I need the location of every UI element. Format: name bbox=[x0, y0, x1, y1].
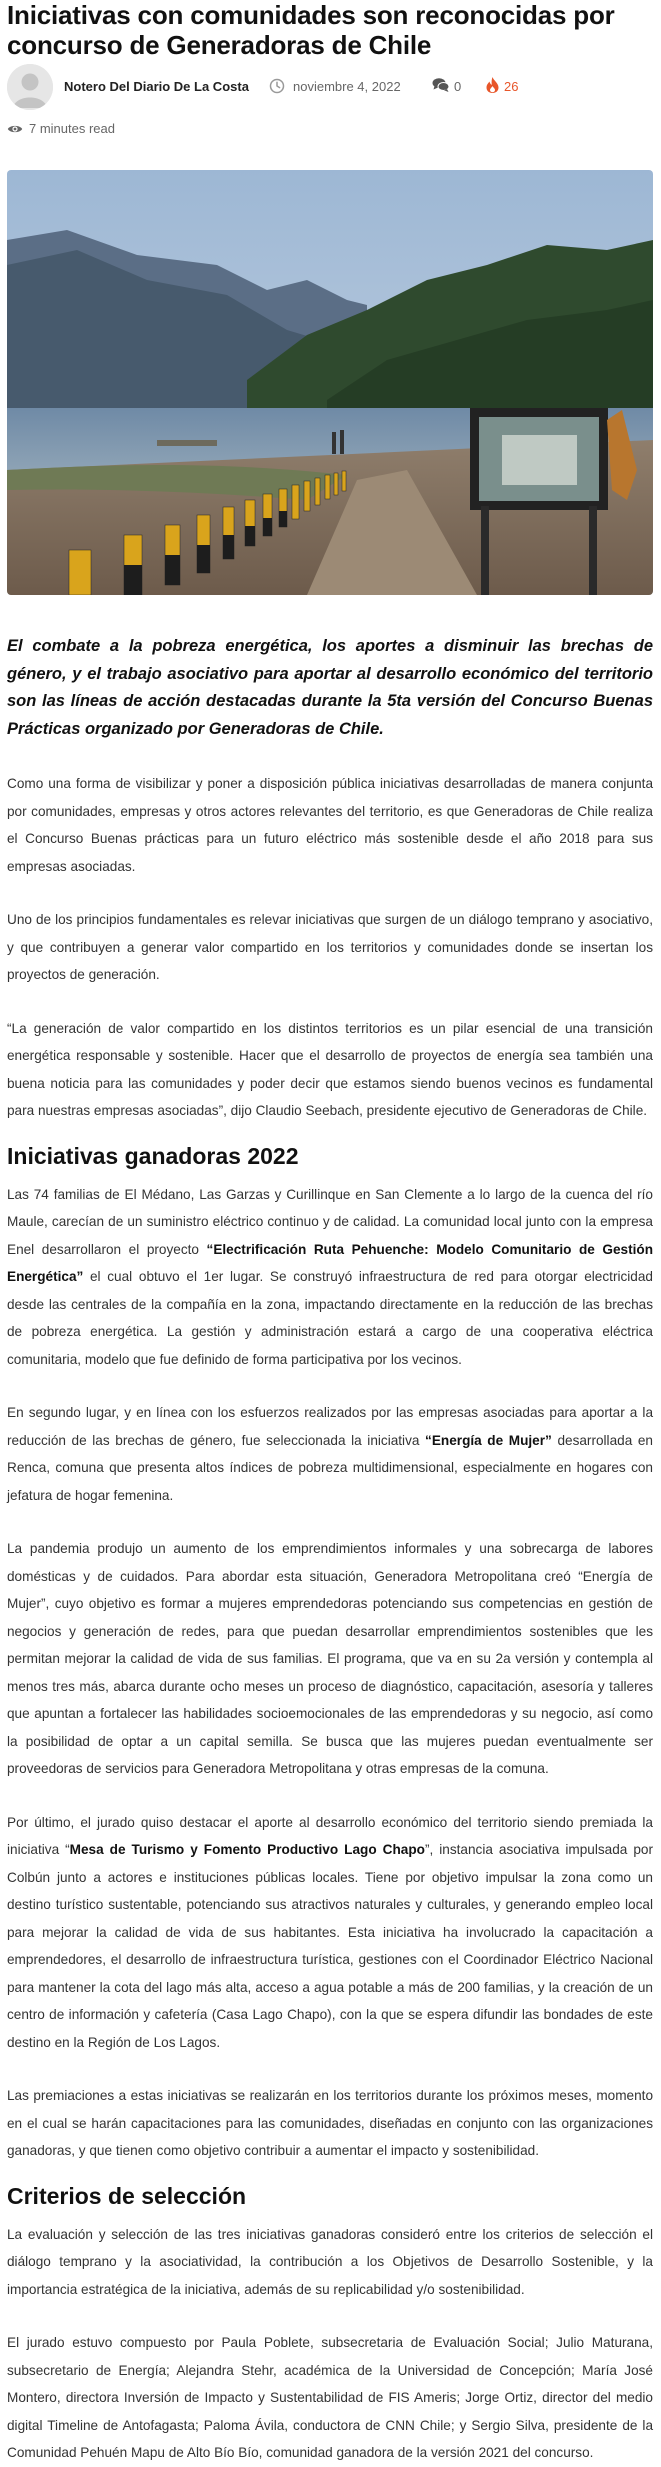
paragraph-9: La evaluación y selección de las tres iniciativas ganadoras consideró entre los criterios de selección el diálogo temprano y la asociatividad, la contribución a los Objetivos de Desarrollo Sostenible, y la importancia estratégica de la iniciativa, además de su replicabilidad y/o sostenibilidad. bbox=[7, 2226, 653, 2297]
article-title: Iniciativas con comunidades son reconocidas por concurso de Generadoras de Chile bbox=[7, 0, 615, 60]
paragraph-5-project-name: “Energía de Mujer” bbox=[425, 1432, 552, 1448]
article-meta bbox=[7, 64, 651, 110]
featured-image-lake-landscape bbox=[7, 170, 653, 595]
comments-icon[interactable] bbox=[432, 77, 450, 93]
view-count: 26 bbox=[504, 79, 519, 94]
paragraph-8: Las premiaciones a estas iniciativas se realizarán en los territorios durante los próximos meses, momento en el cual se harán capacitaciones para las comunidades, diseñadas en conjunto con las organizaciones ganadoras, y que tienen como objetivo contribuir a aumentar el impacto y sostenibilidad. bbox=[7, 2088, 653, 2158]
paragraph-6: La pandemia produjo un aumento de los emprendimientos informales y una sobrecarga de labores domésticas y de cuidados. Para abordar esta situación, Generadora Metropolitana creó “Energía de Mujer”, cuyo objetivo es formar a mujeres emprendedoras potenciando sus competencias en gestión de negocios y generación de redes, para que puedan desarrollar emprendimientos sostenibles que les permitan mejorar la calidad de vida de sus familias. El programa, que va en su 2a versión y contempla al menos tres más, abarca durante ocho meses un proceso de diagnóstico, capacitación, asesoría y talleres que apuntan a fortalecer las habilidades socioemocionales de las emprendedoras y su negocio, así como la posibilidad de optar a un capital semilla. Se busca que las mujeres puedan eventualmente ser proveedoras de servicios para Generadora Metropolitana y otras empresas de la comuna. bbox=[7, 1541, 653, 1776]
section-heading-winners: Iniciativas ganadoras 2022 bbox=[7, 1142, 299, 1169]
paragraph-1: Como una forma de visibilizar y poner a disposición pública iniciativas desarrolladas de manera conjunta por comunidades, empresas y otros actores relevantes del territorio, es que Generadoras de Chile realiza el Concurso Buenas prácticas para un futuro eléctrico más sostenible desde el año 2018 para sus empresas asociadas. bbox=[7, 776, 653, 874]
paragraph-4 bbox=[7, 1181, 653, 1374]
paragraph-5 bbox=[7, 1399, 653, 1509]
author-name[interactable]: Notero Del Diario De La Costa bbox=[64, 79, 249, 94]
clock-icon bbox=[269, 78, 285, 94]
paragraph-7-text-a: Por último, el jurado quiso destacar el aporte al desarrollo económico del territorio siendo premiada la iniciativa “ bbox=[7, 1814, 653, 1857]
user-avatar-icon bbox=[7, 64, 53, 110]
fire-icon bbox=[485, 76, 500, 94]
paragraph-7-text-c: ”, instancia asociativa impulsada por Colbún junto a actores e instituciones públicas locales. Tiene por objetivo impulsar la zona como un destino turístico sustentable, potenciando sus atractivos naturales y culturales, y generando empleo local para mejorar la calidad de vida de sus habitantes. Esta iniciativa ha involucrado la capacitación a emprendedores, el desarrollo de infraestructura turística, gestiones con el Coordinador Eléctrico Nacional para mantener la cota del lago más alta, acceso a agua potable a más de 200 familias, y la creación de un centro de información y cafetería (Casa Lago Chapo), con la que se espera difundir las bondades de este destino en la Región de Los Lagos. bbox=[7, 1842, 653, 2050]
paragraph-10-jury: El jurado estuvo compuesto por Paula Poblete, subsecretaria de Evaluación Social; Julio Maturana, subsecretario de Energía; Alejandra Stehr, académica de la Universidad de Concepción; María José Montero, directora Inversión de Impacto y Sustentabilidad de FIS Ameris; Jorge Ortiz, director del medio digital Timeline de Antofagasta; Paloma Ávila, conductora de CNN Chile; y Sergio Silva, presidente de la Comunidad Pehuén Mapu de Alto Bío Bío, comunidad ganadora de la versión 2021 del concurso. bbox=[7, 2335, 653, 2460]
eye-icon bbox=[7, 123, 23, 135]
publish-date[interactable]: noviembre 4, 2022 bbox=[293, 79, 401, 94]
paragraph-7-project-name: Mesa de Turismo y Fomento Productivo Lago Chapo bbox=[69, 1842, 425, 1857]
read-time-label: 7 minutes read bbox=[29, 121, 115, 136]
paragraph-4-text-c: el cual obtuvo el 1er lugar. Se construyó infraestructura de red para otorgar electricidad desde las centrales de la compañía en la zona, impactando directamente en la reducción de las brechas de pobreza energética. La gestión y administración estará a cargo de una cooperativa eléctrica comunitaria, modelo que fue definido de forma participativa por los vecinos. bbox=[7, 1269, 653, 1367]
paragraph-4-project-name: “Electrificación Ruta Pehuenche: Modelo Comunitario de Gestión Energética” bbox=[7, 1241, 653, 1284]
article-lead: El combate a la pobreza energética, los aportes a disminuir las brechas de género, y el trabajo asociativo para aportar al desarrollo económico del territorio son las líneas de acción destacadas durante la 5ta versión del Concurso Buenas Prácticas organizado por Generadoras de Chile. bbox=[7, 637, 653, 738]
paragraph-7 bbox=[7, 1809, 653, 2057]
paragraph-4-text-a: Las 74 familias de El Médano, Las Garzas y Curillinque en San Clemente a lo largo de la cuenca del río Maule, carecían de un suministro eléctrico continuo y de calidad. La comunidad local junto con la empresa Enel desarrollaron el proyecto bbox=[7, 1186, 653, 1257]
author-avatar[interactable] bbox=[7, 64, 53, 110]
paragraph-3-quote: “La generación de valor compartido en los distintos territorios es un pilar esencial de una transición energética responsable y sostenible. Hacer que el desarrollo de proyectos de energía sea también una buena noticia para las comunidades y poder decir que estamos siendo buenos vecinos es fundamental para nuestras empresas asociadas”, dijo Claudio Seebach, presidente ejecutivo de Generadoras de Chile. bbox=[7, 1020, 653, 1118]
paragraph-5-text-a: En segundo lugar, y en línea con los esfuerzos realizados por las empresas asociadas para aportar a la reducción de las brechas de género, fue seleccionada la iniciativa bbox=[7, 1405, 653, 1448]
read-time bbox=[7, 119, 651, 139]
paragraph-2: Uno de los principios fundamentales es relevar iniciativas que surgen de un diálogo temprano y asociativo, y que contribuyen a generar valor compartido en los territorios y comunidades donde se insertan los proyectos de generación. bbox=[7, 912, 653, 982]
paragraph-5-text-c: desarrollada en Renca, comuna que presenta altos índices de pobreza multidimensional, especialmente en hogares con jefatura de hogar femenina. bbox=[7, 1432, 653, 1503]
comment-count[interactable]: 0 bbox=[454, 79, 462, 94]
section-heading-criteria: Criterios de selección bbox=[7, 2182, 247, 2209]
